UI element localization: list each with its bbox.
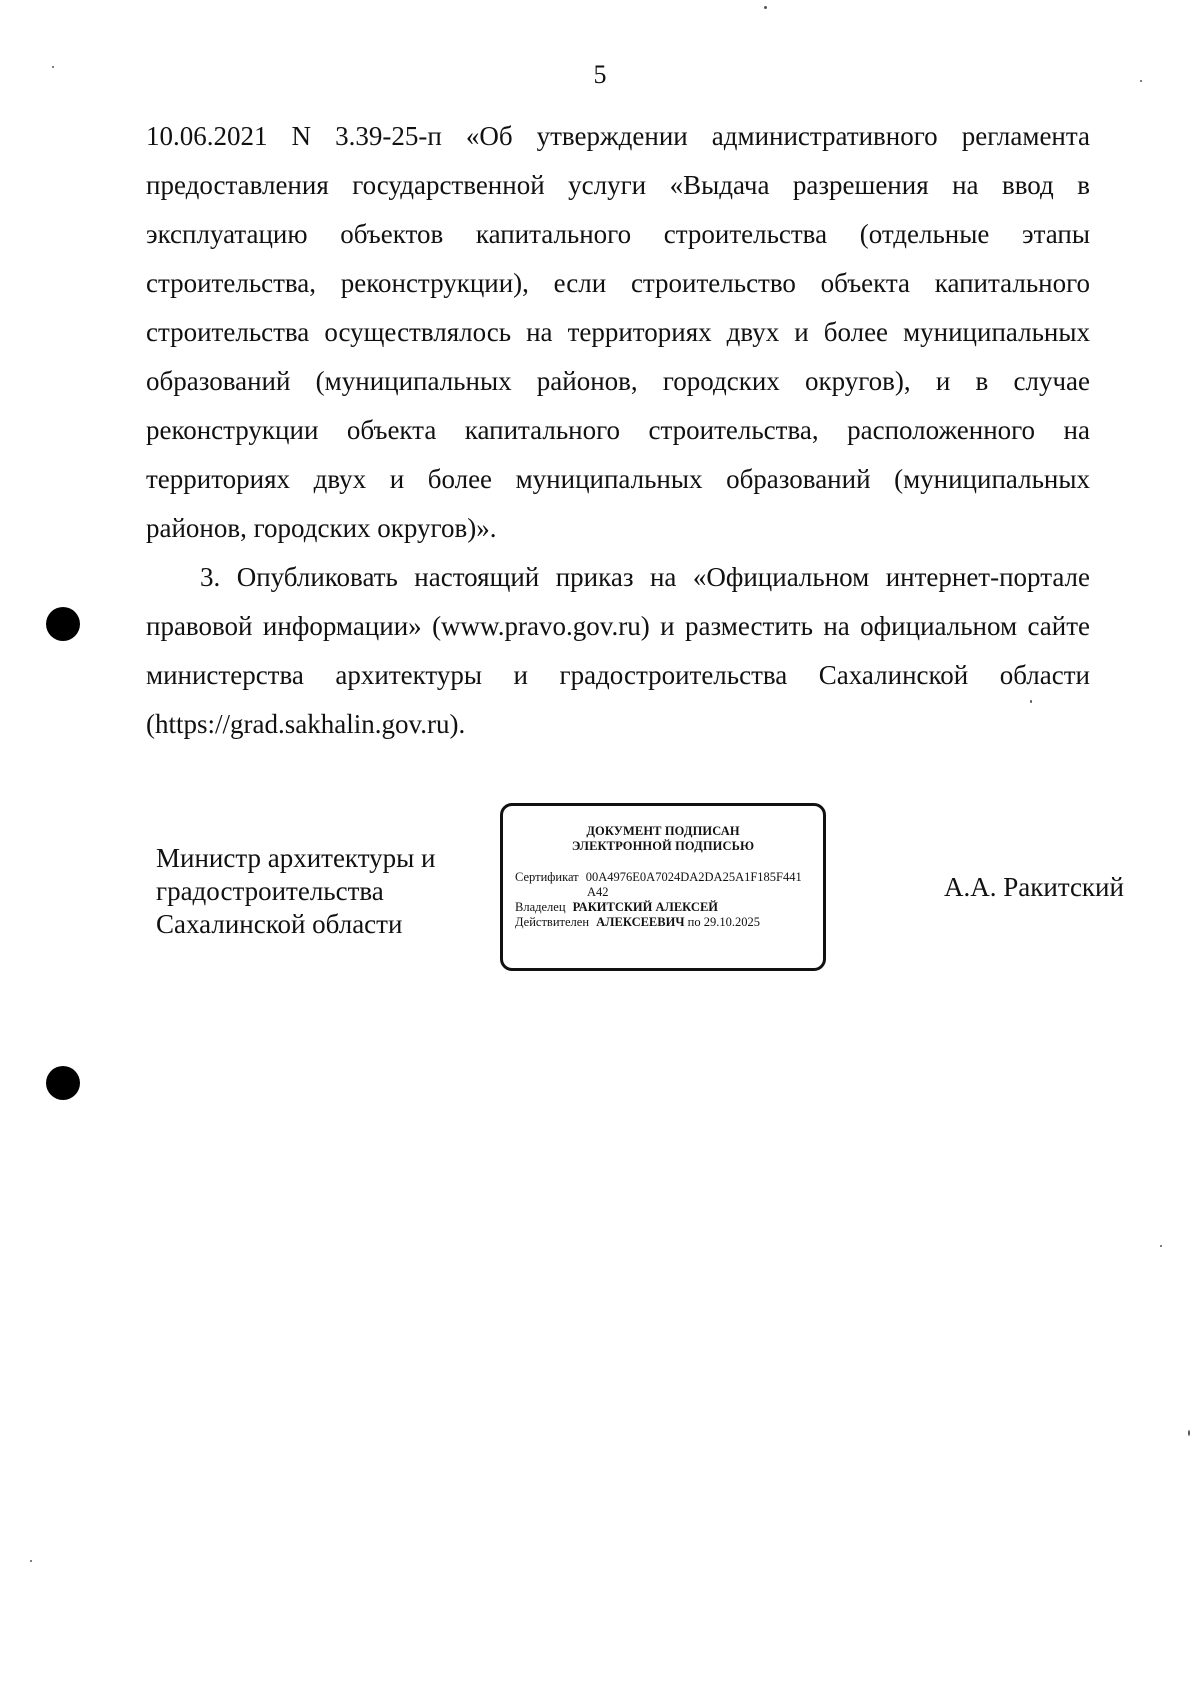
stamp-validity-label: Действителен xyxy=(515,915,590,929)
stamp-fields xyxy=(515,870,811,930)
punch-hole-mark xyxy=(46,1066,80,1100)
stamp-owner-value-cont: АЛЕКСЕЕВИЧ xyxy=(596,915,685,929)
stamp-owner-label: Владелец xyxy=(515,900,566,914)
stamp-title xyxy=(515,824,811,854)
stamp-validity-row xyxy=(515,915,811,930)
stamp-validity-value: по 29.10.2025 xyxy=(687,915,760,929)
scan-speck xyxy=(1188,1430,1190,1436)
stamp-certificate-label: Сертификат xyxy=(515,870,579,884)
stamp-certificate-row-cont xyxy=(515,885,811,900)
signer-name: А.А. Ракитский xyxy=(944,872,1124,902)
signer-position-line: Министр архитектуры и xyxy=(156,843,436,873)
page-number: 5 xyxy=(593,60,607,89)
scan-speck xyxy=(764,6,767,9)
signer-position-line: градостроительства xyxy=(156,876,384,906)
scan-speck xyxy=(1030,700,1032,703)
continuation-paragraph: 10.06.2021 N 3.39-25-п «Об утверждении административного регламента предоставления государственной услуги «Выдача разрешения на ввод в эксплуатацию объектов капитального строительства (отдельные этапы строительства, реконструкции), если строительство объекта капитального строительства осуществлялось на территориях двух и более муниципальных образований (муниципальных районов, городских округов), и в случае реконструкции объекта капитального строительства, расположенного на территориях двух и более муниципальных образований (муниципальных районов, городских округов)». xyxy=(146,121,1090,543)
electronic-signature-stamp xyxy=(500,803,826,971)
punch-hole-mark xyxy=(46,607,80,641)
stamp-certificate-value: 00A4976E0A7024DA2DA25A1F185F441 xyxy=(585,870,802,884)
document-body xyxy=(146,112,1090,749)
signer-position-line: Сахалинской области xyxy=(156,909,403,939)
paragraph-item-3: 3. Опубликовать настоящий приказ на «Официальном интернет-портале правовой информации» (www.pravo.gov.ru) и разместить на официальном сайте министерства архитектуры и градостроительства Сахалинской области (https://grad.sakhalin.gov.ru). xyxy=(146,562,1090,739)
stamp-title-line: ДОКУМЕНТ ПОДПИСАН xyxy=(586,824,740,838)
scan-speck xyxy=(30,1560,32,1562)
stamp-certificate-value-cont: A42 xyxy=(587,885,609,899)
stamp-owner-value: РАКИТСКИЙ АЛЕКСЕЙ xyxy=(572,900,719,914)
stamp-certificate-row xyxy=(515,870,811,885)
scan-speck xyxy=(1160,1245,1162,1247)
signer-position xyxy=(156,842,486,941)
stamp-title-line: ЭЛЕКТРОННОЙ ПОДПИСЬЮ xyxy=(571,839,755,853)
scan-speck xyxy=(1140,80,1142,82)
stamp-owner-row xyxy=(515,900,811,915)
scan-speck xyxy=(52,66,54,68)
